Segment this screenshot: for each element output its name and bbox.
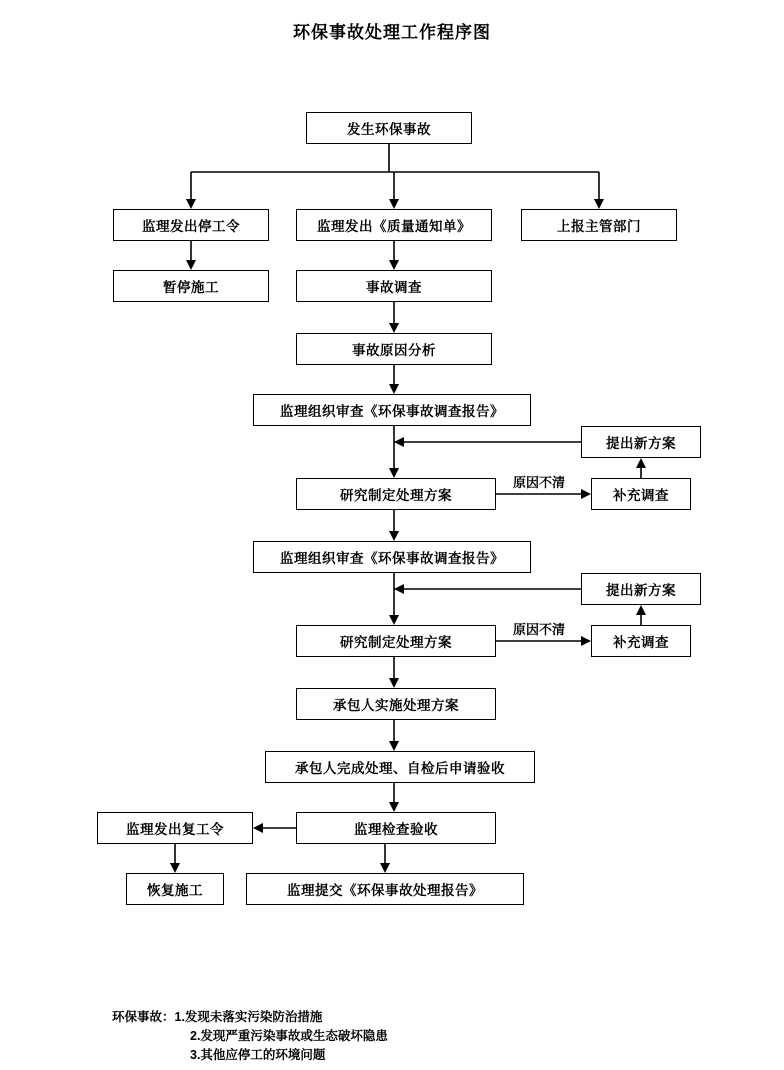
note-line: 3.其他应停工的环境问题 — [190, 1048, 326, 1062]
flow-node[interactable]: 承包人实施处理方案 — [296, 688, 496, 720]
flow-node[interactable]: 事故调查 — [296, 270, 492, 302]
flow-node[interactable]: 事故原因分析 — [296, 333, 492, 365]
flow-node[interactable]: 研究制定处理方案 — [296, 625, 496, 657]
flow-node[interactable]: 监理组织审查《环保事故调查报告》 — [253, 394, 531, 426]
page-title: 环保事故处理工作程序图 — [293, 23, 491, 42]
flow-node[interactable]: 监理发出复工令 — [97, 812, 253, 844]
flow-node[interactable]: 提出新方案 — [581, 426, 701, 458]
note-line: 2.发现严重污染事故或生态破坏隐患 — [190, 1029, 388, 1043]
flow-node[interactable]: 监理发出停工令 — [113, 209, 269, 241]
flow-node[interactable]: 提出新方案 — [581, 573, 701, 605]
flow-node[interactable]: 上报主管部门 — [521, 209, 677, 241]
flow-node[interactable]: 发生环保事故 — [306, 112, 472, 144]
flow-node[interactable]: 补充调查 — [591, 478, 691, 510]
flow-node[interactable]: 承包人完成处理、自检后申请验收 — [265, 751, 535, 783]
flow-node[interactable]: 补充调查 — [591, 625, 691, 657]
legend-notes — [112, 1008, 388, 1065]
flow-node[interactable]: 恢复施工 — [126, 873, 224, 905]
edge-label: 原因不清 — [512, 472, 566, 491]
flow-node[interactable]: 监理组织审查《环保事故调查报告》 — [253, 541, 531, 573]
flow-node[interactable]: 监理检查验收 — [296, 812, 496, 844]
note-line: 环保事故：1.发现未落实污染防治措施 — [112, 1010, 323, 1024]
flow-node[interactable]: 暂停施工 — [113, 270, 269, 302]
flow-node[interactable]: 研究制定处理方案 — [296, 478, 496, 510]
flow-node[interactable]: 监理提交《环保事故处理报告》 — [246, 873, 524, 905]
flow-node[interactable]: 监理发出《质量通知单》 — [296, 209, 492, 241]
edge-label: 原因不清 — [512, 619, 566, 638]
